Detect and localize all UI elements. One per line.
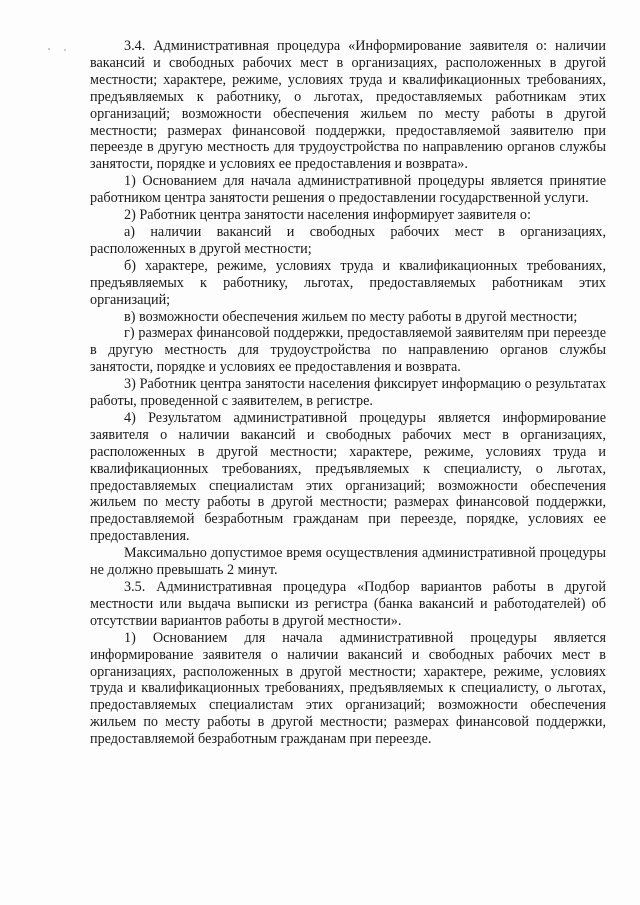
scan-speck [64, 49, 66, 51]
section-3-4-item-a: а) наличии вакансий и свободных рабочих мест в организациях, расположенных в другой местности; [90, 223, 606, 257]
document-body [90, 38, 606, 748]
section-3-4-paragraph-4: 4) Результатом административной процедуры является информирование заявителя о наличии вакансий и свободных рабочих мест в организациях, расположенных в другой местности; характере, режиме, условиях труда и квалификационных требованиях, предъявляемых к специалисту, о льготах, предоставляемых специалистам этих организаций; возможности обеспечения жильем по месту работы в другой местности; размерах финансовой поддержки, предоставляемой безработным гражданам при переезде, порядке, условиях ее предоставления. [90, 409, 606, 545]
scan-speck [48, 48, 50, 50]
section-3-5-paragraph-1: 1) Основанием для начала административной процедуры является информирование заявителя о наличии вакансий и свободных рабочих мест в организациях, расположенных в другой местности; характере, режиме, условиях труда и квалификационных требованиях, предъявляемых к специалисту, о льготах, предоставляемых специалистам этих организаций; возможности обеспечения жильем по месту работы в другой местности; размерах финансовой поддержки, предоставляемой безработным гражданам при переезде. [90, 629, 606, 748]
section-3-4-item-b: б) характере, режиме, условиях труда и квалификационных требованиях, предъявляемых к работнику, льготах, предоставляемых работникам этих организаций; [90, 257, 606, 308]
section-3-4-paragraph-2: 2) Работник центра занятости населения информирует заявителя о: [124, 207, 531, 224]
section-3-4-item-d: г) размерах финансовой поддержки, предоставляемой заявителям при переезде в другую местность для трудоустройства по направлению органов службы занятости, порядке и условиях ее предоставления и возврата. [90, 325, 606, 376]
section-3-4-max-time: Максимально допустимое время осуществления административной процедуры не должно превышать 2 минут. [90, 545, 606, 579]
section-3-4-paragraph-1: 1) Основанием для начала административной процедуры является принятие работником центра занятости решения о предоставлении государственной услуги. [90, 173, 606, 207]
section-3-4-item-c: в) возможности обеспечения жильем по месту работы в другой местности; [124, 308, 578, 325]
section-3-4-paragraph-3: 3) Работник центра занятости населения фиксирует информацию о результатах работы, проведенной с заявителем, в регистре. [90, 376, 606, 410]
section-3-4-title: 3.4. Административная процедура «Информирование заявителя о: наличии вакансий и свободных рабочих мест в организациях, расположенных в другой местности; характере, режиме, условиях труда и квалификационных требованиях, предъявляемых к работнику, о льготах, предоставляемых работникам этих организаций; возможности обеспечения жильем по месту работы в другой местности; размерах финансовой поддержки, предоставляемой заявителю при переезде в другую местность для трудоустройства по направлению органов службы занятости, порядке и условиях ее предоставления и возврата». [90, 38, 606, 173]
section-3-5-title: 3.5. Административная процедура «Подбор вариантов работы в другой местности или выдача выписки из регистра (банка вакансий и работодателей) об отсутствии вариантов работы в другой местности». [90, 579, 606, 629]
